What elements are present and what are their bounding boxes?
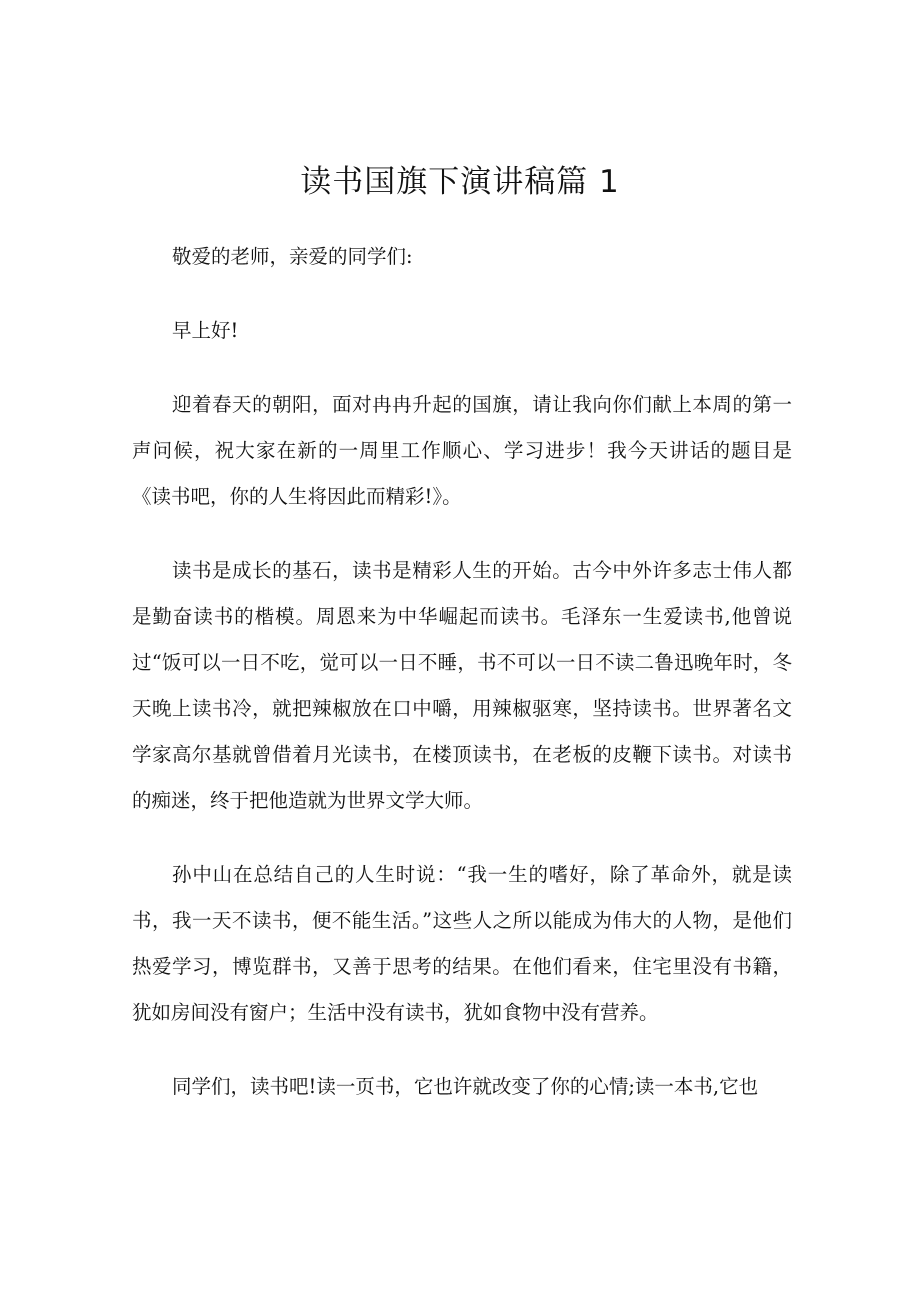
paragraph-opening: 迎着春天的朝阳，面对冉冉升起的国旗，请让我向你们献上本周的第一声问候，祝大家在新的一周里工作顺心、学习进步！我今天讲话的题目是《读书吧，你的人生将因此而精彩!》。 bbox=[132, 393, 792, 508]
paragraph-salutation: 敬爱的老师，亲爱的同学们: bbox=[172, 245, 413, 268]
paragraph-greeting: 早上好! bbox=[172, 319, 239, 342]
paragraph-sun-zhongshan: 孙中山在总结自己的人生时说：“我一生的嗜好，除了革命外，就是读书，我一天不读书，便不能生活。”这些人之所以能成为伟大的人物，是他们热爱学习，博览群书，又善于思考的结果。在他们看来，住宅里没有书籍，犹如房间没有窗户；生活中没有读书，犹如食物中没有营养。 bbox=[132, 863, 792, 1024]
document-body bbox=[132, 234, 792, 1138]
paragraph-call-to-action: 同学们，读书吧!读一页书，它也许就改变了你的心情;读一本书,它也 bbox=[172, 1075, 759, 1098]
document-title: 读书国旗下演讲稿篇 1 bbox=[300, 164, 620, 200]
paragraph-examples: 读书是成长的基石，读书是精彩人生的开始。古今中外许多志士伟人都是勤奋读书的楷模。周恩来为中华崛起而读书。毛泽东一生爱读书,他曾说过“饭可以一日不吃，觉可以一日不睡，书不可以一日不读二鲁迅晚年时，冬天晚上读书冷，就把辣椒放在口中嚼，用辣椒驱寒，坚持读书。世界著名文学家高尔基就曾借着月光读书，在楼顶读书，在老板的皮鞭下读书。对读书的痴迷，终于把他造就为世界文学大师。 bbox=[132, 559, 792, 812]
